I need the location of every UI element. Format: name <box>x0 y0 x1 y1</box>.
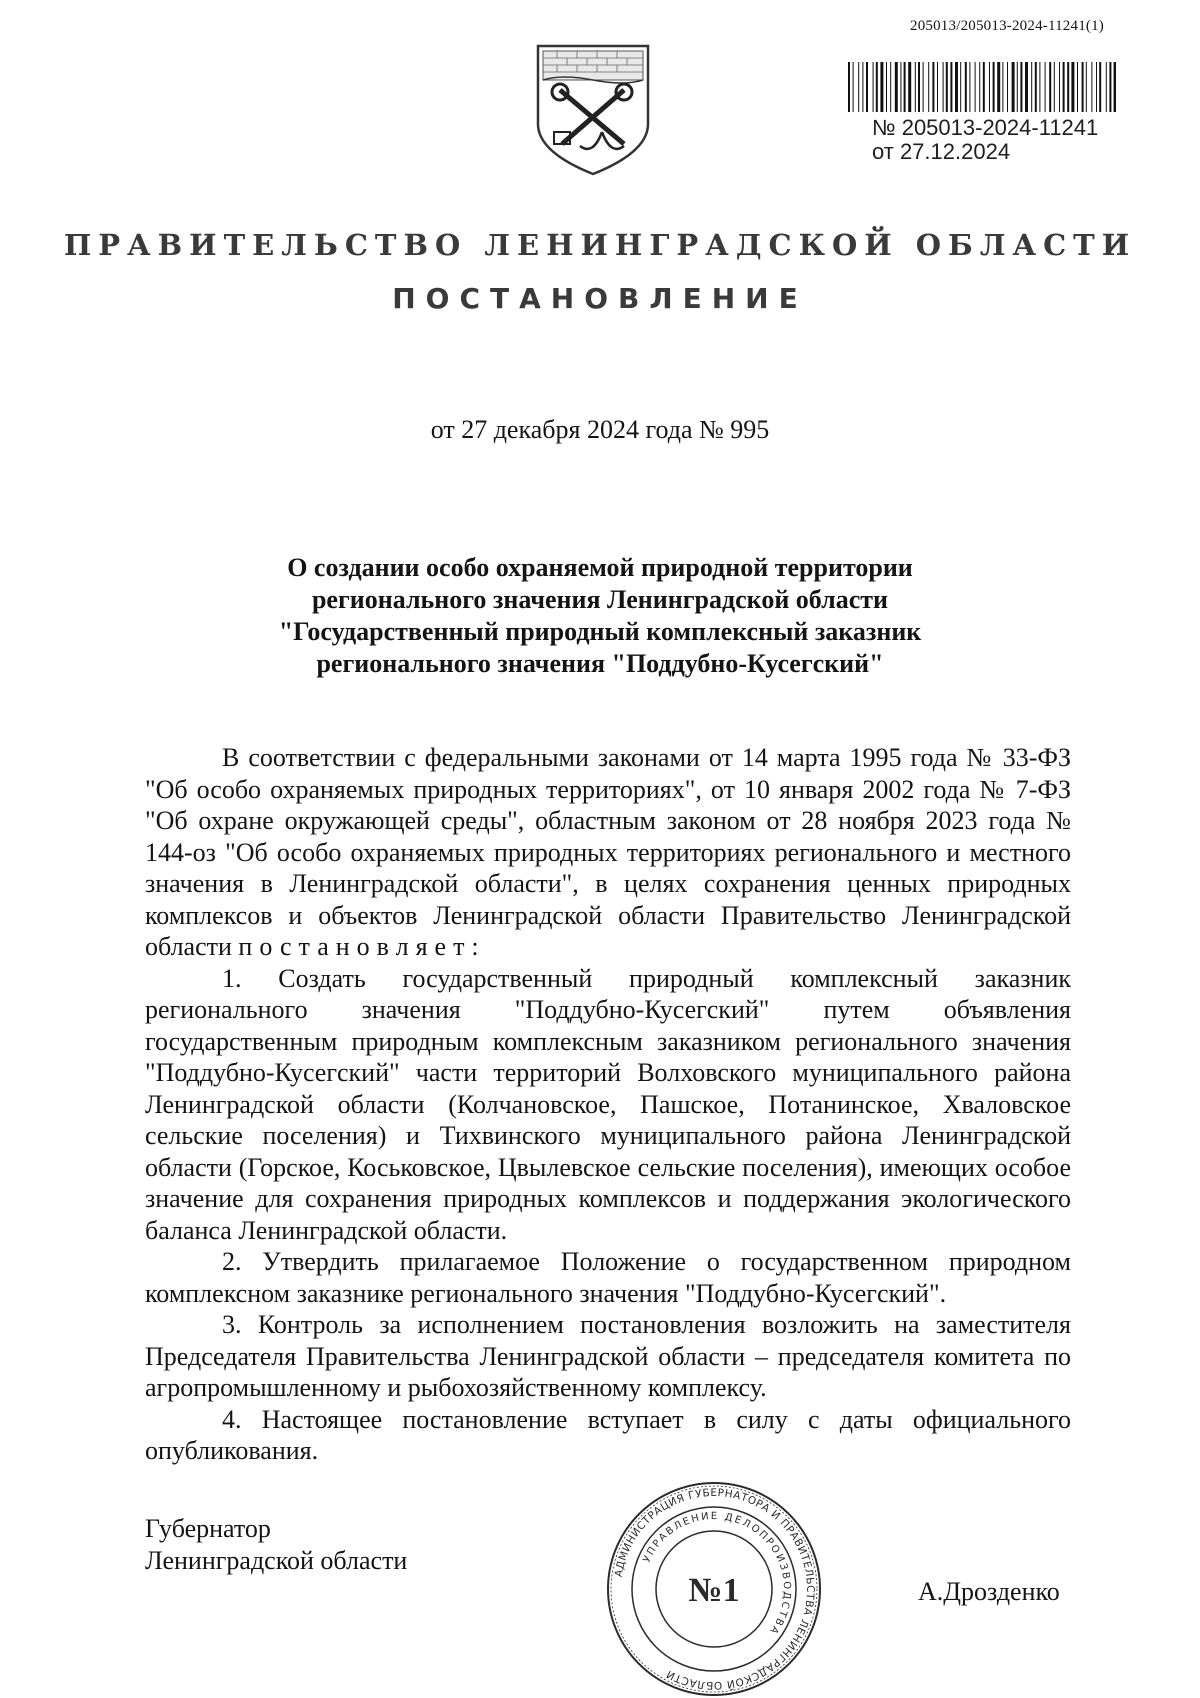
signatory-title-line: Ленинградской области <box>145 1546 408 1575</box>
barcode <box>848 62 1116 112</box>
signatory-title <box>145 1513 407 1577</box>
signatory-title-line: Губернатор <box>145 1514 271 1543</box>
decree-word: постановляет: <box>238 932 486 961</box>
subject-line: О создании особо охраняемой природной территории <box>287 553 913 582</box>
document-reference: 205013/205013-2024-11241(1) <box>910 18 1104 34</box>
document-body <box>145 742 1071 1467</box>
stamp-outer-text: АДМИНИСТРАЦИЯ ГУБЕРНАТОРА И ПРАВИТЕЛЬСТВА ЛЕНИНГРАДСКОЙ ОБЛАСТИ <box>612 1486 817 1692</box>
document-date-number: от 27 декабря 2024 года № 995 <box>430 415 770 444</box>
government-title: ПРАВИТЕЛЬСТВО ЛЕНИНГРАДСКОЙ ОБЛАСТИ <box>63 228 1137 262</box>
subject-line: регионального значения Ленинградской области <box>311 585 889 614</box>
document-type-title: ПОСТАНОВЛЕНИЕ <box>392 282 808 315</box>
subject-line: "Государственный природный комплексный заказник <box>278 617 922 646</box>
preamble-text: В соответствии с федеральными законами от 14 марта 1995 года № 33-ФЗ "Об особо охраняемых природных территориях", от 10 января 2002 года № 7-ФЗ "Об охране окружающей среды", областным законом от 28 ноября 2023 года № 144-оз "Об особо охраняемых природных территориях регионального и местного значения в Ленинградской области", в целях сохранения ценных природных комплексов и объектов Ленинградской области Правительство Ленинградской области <box>145 743 1071 961</box>
item-2: 2. Утвердить прилагаемое Положение о государственном природном комплексном заказнике регионального значения "Поддубно-Кусегский". <box>145 1247 1071 1308</box>
item-3: 3. Контроль за исполнением постановления возложить на заместителя Председателя Правительства Ленинградской области – председателя комитета по агропромышленному и рыбохозяйственному комплексу. <box>145 1310 1071 1402</box>
signatory-name: А.Дрозденко <box>918 1577 1060 1606</box>
document-subject <box>0 552 1200 680</box>
registration-date: от 27.12.2024 <box>872 139 1011 164</box>
coat-of-arms-emblem <box>532 40 654 180</box>
stamp-number: №1 <box>688 1572 740 1609</box>
item-1: 1. Создать государственный природный комплексный заказник регионального значения "Поддубно-Кусегский" путем объявления государственным природным комплексным заказником регионального значения "Поддубно-Кусегский" части территорий Волховского муниципального района Ленинградской области (Колчановское, Пашское, Потанинское, Хваловское сельские поселения) и Тихвинского муниципального района Ленинградской области (Горское, Коськовское, Цвылевское сельские поселения), имеющих особое значение для сохранения природных комплексов и поддержания экологического баланса Ленинградской области. <box>145 963 1071 1245</box>
preamble-paragraph <box>145 742 1071 963</box>
subject-line: регионального значения "Поддубно-Кусегский" <box>316 649 884 678</box>
official-stamp <box>605 1480 823 1698</box>
stamp-inner-text: УПРАВЛЕНИЕ ДЕЛОПРОИЗВОДСТВА <box>641 1510 793 1638</box>
registration-block <box>848 62 1118 164</box>
registration-number: № 205013-2024-11241 <box>872 115 1099 140</box>
item-4: 4. Настоящее постановление вступает в силу с даты официального опубликования. <box>145 1404 1071 1465</box>
